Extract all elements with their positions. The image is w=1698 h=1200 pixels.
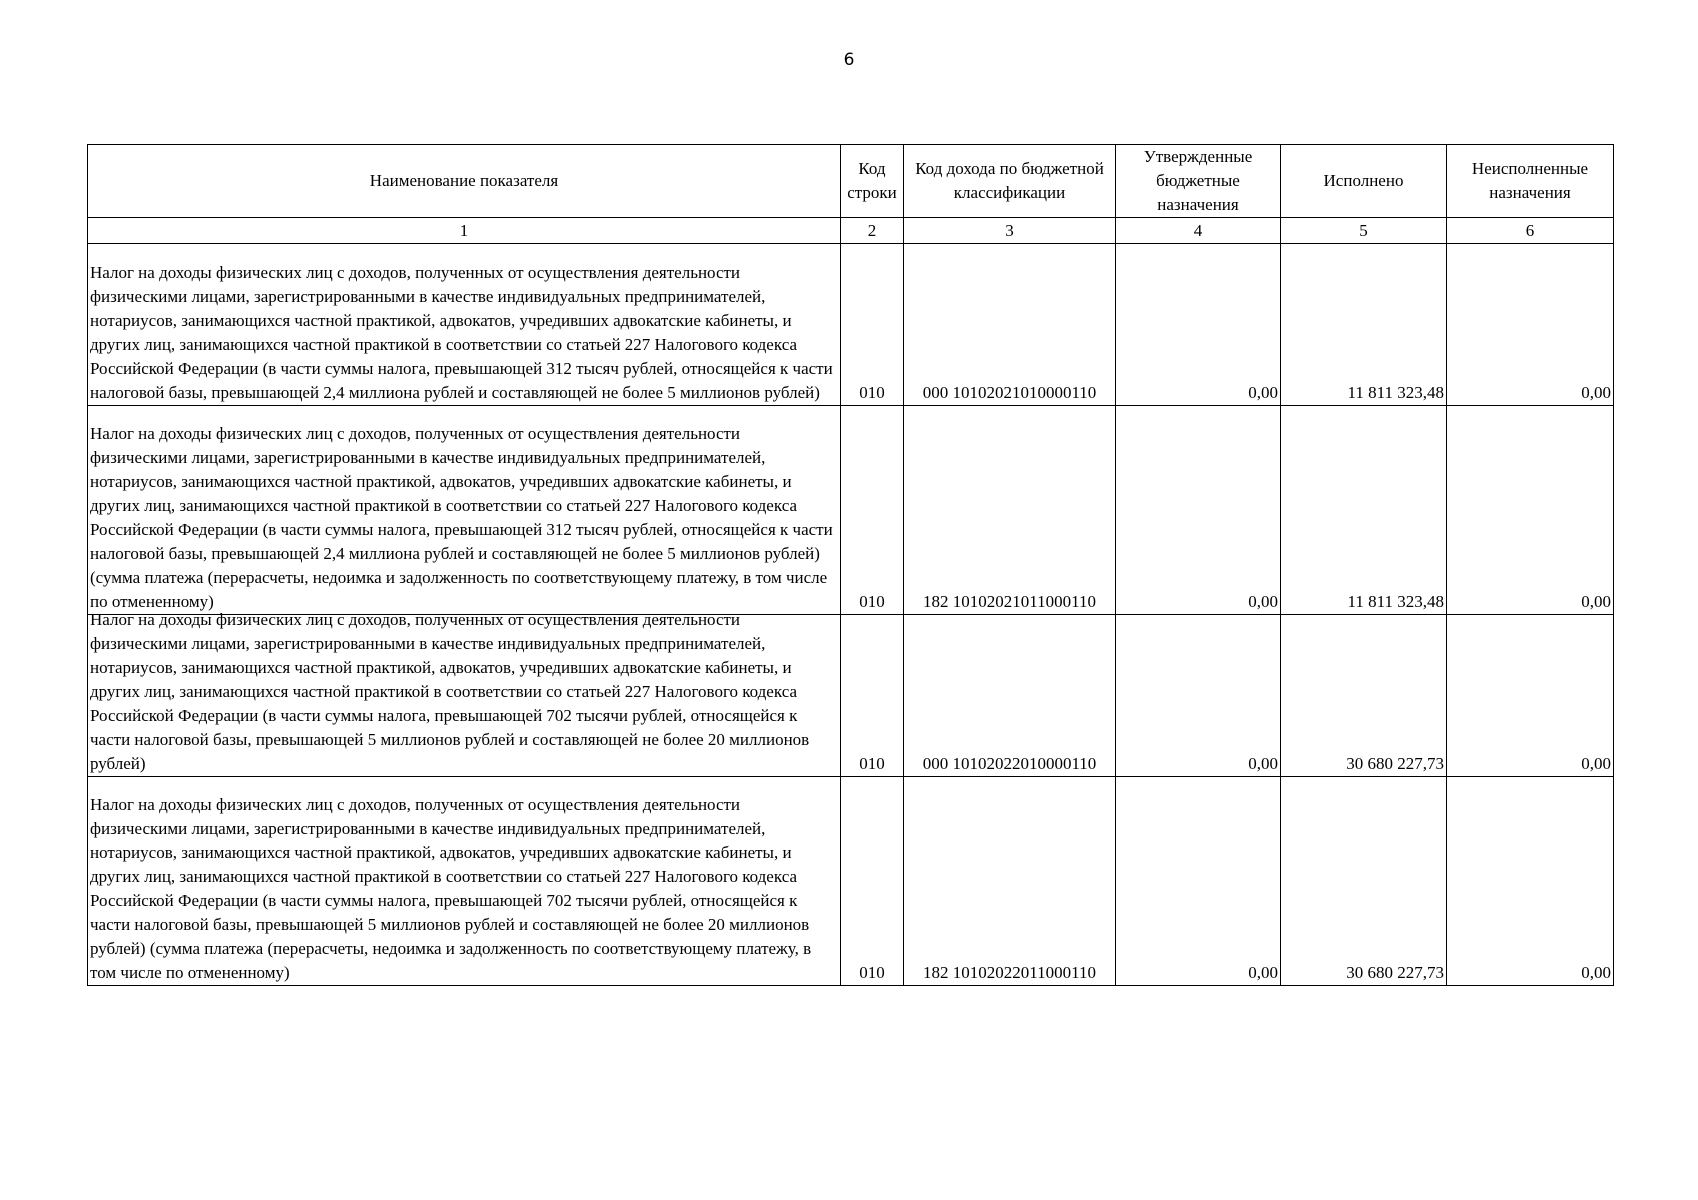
column-number: 5 <box>1281 218 1447 244</box>
column-number-row <box>88 218 1614 244</box>
table-row <box>88 406 1614 615</box>
row-executed: 11 811 323,48 <box>1281 244 1447 406</box>
column-number: 2 <box>841 218 904 244</box>
header-unexecuted: Неисполненные назначения <box>1447 145 1614 218</box>
row-approved: 0,00 <box>1116 406 1281 615</box>
row-executed: 30 680 227,73 <box>1281 777 1447 986</box>
table-row <box>88 244 1614 406</box>
row-income-code: 000 10102022010000110 <box>904 615 1116 777</box>
row-name: Налог на доходы физических лиц с доходов, полученных от осуществления деятельности физическими лицами, зарегистрированными в качестве индивидуальных предпринимателей, нотариусов, занимающихся частной практикой, адвокатов, учредивших адвокатские кабинеты, и других лиц, занимающихся частной практикой в соответствии со статьей 227 Налогового кодекса Российской Федерации (в части суммы налога, превышающей 702 тысячи рублей, относящейся к части налоговой базы, превышающей 5 миллионов рублей и составляющей не более 20 миллионов рублей) (сумма платежа (перерасчеты, недоимка и задолженность по соответствующему платежу, в том числе по отмененному) <box>90 795 812 982</box>
column-number: 6 <box>1447 218 1614 244</box>
row-line-code: 010 <box>841 406 904 615</box>
column-number: 1 <box>88 218 841 244</box>
row-name-cell <box>88 777 841 986</box>
row-name: Налог на доходы физических лиц с доходов, полученных от осуществления деятельности физическими лицами, зарегистрированными в качестве индивидуальных предпринимателей, нотариусов, занимающихся частной практикой, адвокатов, учредивших адвокатские кабинеты, и других лиц, занимающихся частной практикой в соответствии со статьей 227 Налогового кодекса Российской Федерации (в части суммы налога, превышающей 312 тысяч рублей, относящейся к части налоговой базы, превышающей 2,4 миллиона рублей и составляющей не более 5 миллионов рублей) <box>90 263 833 402</box>
row-executed: 11 811 323,48 <box>1281 406 1447 615</box>
row-line-code: 010 <box>841 777 904 986</box>
row-unexecuted: 0,00 <box>1447 244 1614 406</box>
row-income-code: 182 10102021011000110 <box>904 406 1116 615</box>
row-line-code: 010 <box>841 244 904 406</box>
page-number: 6 <box>843 50 855 70</box>
table-row <box>88 777 1614 986</box>
row-unexecuted: 0,00 <box>1447 615 1614 777</box>
row-unexecuted: 0,00 <box>1447 406 1614 615</box>
row-income-code: 000 10102021010000110 <box>904 244 1116 406</box>
header-name: Наименование показателя <box>88 145 841 218</box>
row-name-cell <box>88 244 841 406</box>
table-header-row <box>88 145 1614 218</box>
row-name-cell <box>88 610 841 777</box>
row-name-cell <box>88 406 841 615</box>
header-line-code: Код строки <box>841 145 904 218</box>
row-line-code: 010 <box>841 615 904 777</box>
row-approved: 0,00 <box>1116 244 1281 406</box>
row-name: Налог на доходы физических лиц с доходов, полученных от осуществления деятельности физическими лицами, зарегистрированными в качестве индивидуальных предпринимателей, нотариусов, занимающихся частной практикой, адвокатов, учредивших адвокатские кабинеты, и других лиц, занимающихся частной практикой в соответствии со статьей 227 Налогового кодекса Российской Федерации (в части суммы налога, превышающей 312 тысяч рублей, относящейся к части налоговой базы, превышающей 2,4 миллиона рублей и составляющей не более 5 миллионов рублей) (сумма платежа (перерасчеты, недоимка и задолженность по соответствующему платежу, в том числе по отмененному) <box>90 424 833 611</box>
header-executed: Исполнено <box>1281 145 1447 218</box>
row-unexecuted: 0,00 <box>1447 777 1614 986</box>
row-approved: 0,00 <box>1116 777 1281 986</box>
row-name: Налог на доходы физических лиц с доходов, полученных от осуществления деятельности физическими лицами, зарегистрированными в качестве индивидуальных предпринимателей, нотариусов, занимающихся частной практикой, адвокатов, учредивших адвокатские кабинеты, и других лиц, занимающихся частной практикой в соответствии со статьей 227 Налогового кодекса Российской Федерации (в части суммы налога, превышающей 702 тысячи рублей, относящейся к части налоговой базы, превышающей 5 миллионов рублей и составляющей не более 20 миллионов рублей) <box>90 610 810 773</box>
row-income-code: 182 10102022011000110 <box>904 777 1116 986</box>
row-executed: 30 680 227,73 <box>1281 615 1447 777</box>
budget-execution-table <box>87 144 1614 986</box>
column-number: 4 <box>1116 218 1281 244</box>
table-row <box>88 615 1614 777</box>
row-approved: 0,00 <box>1116 615 1281 777</box>
column-number: 3 <box>904 218 1116 244</box>
header-approved: Утвержденные бюджетные назначения <box>1116 145 1281 218</box>
header-income-code: Код дохода по бюджетной классификации <box>904 145 1116 218</box>
